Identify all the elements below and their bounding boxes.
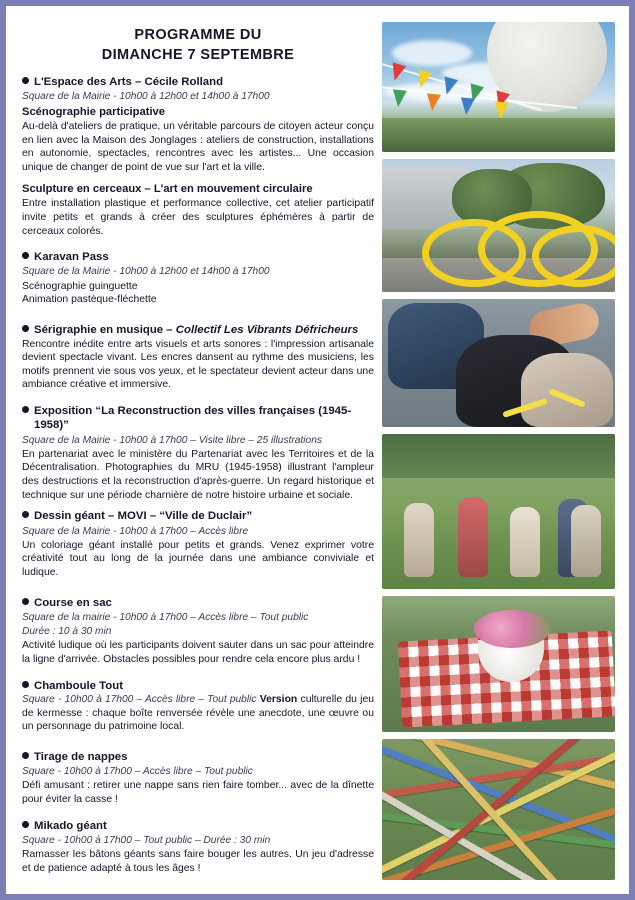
entry-title: Chamboule Tout — [34, 679, 124, 692]
entry-title: Karavan Pass — [34, 251, 109, 264]
entry-header — [22, 250, 374, 264]
entry-meta: Square - 10h00 à 17h00 – Accès libre – Tout public — [22, 766, 253, 778]
entry-body — [22, 693, 374, 734]
entry-body: Activité ludique où les participants doivent sauter dans un sac pour atteindre la ligne d'arrivée. Obstacles possibles pour rendre cela encore plus ardu ! — [22, 640, 374, 666]
program-entry — [22, 596, 374, 667]
bullet-icon — [22, 511, 29, 518]
bullet-icon — [22, 406, 29, 413]
entry-meta: Square de la Mairie - 10h00 à 17h00 – Visite libre – 25 illustrations — [22, 434, 322, 446]
entry-header — [22, 750, 374, 764]
entry-meta: Square de la Mairie - 10h00 à 12h00 et 14h00 à 17h00 — [22, 266, 270, 278]
entry-meta-emphasis: Version — [259, 693, 298, 705]
entry-line-1: Scénographie guinguette — [22, 280, 138, 292]
program-entry — [22, 509, 374, 579]
bullet-icon — [22, 252, 29, 259]
entry-meta: Square de la mairie - 10h00 à 17h00 – Accès libre – Tout public — [22, 611, 309, 623]
photo-giant-mikado — [382, 739, 615, 880]
program-entry — [22, 819, 374, 876]
entry-title: Mikado géant — [34, 819, 107, 832]
entry-header — [22, 596, 374, 610]
program-column — [22, 20, 374, 880]
bullet-icon — [22, 325, 29, 332]
entry-subtitle: Scénographie participative — [22, 105, 165, 118]
photo-column — [382, 20, 615, 880]
entry-title: Tirage de nappes — [34, 750, 128, 763]
entry-title-italic: Collectif Les Vibrants Défricheurs — [175, 324, 359, 337]
poster-inner — [12, 12, 623, 888]
program-entry — [22, 182, 374, 238]
entry-body-text: culturelle du jeu de kermesse : chaque boîte renversée révèle une anecdote, une œuvre ou un personnage du patrimoine local. — [22, 693, 375, 733]
entry-body: Défi amusant : retirer une nappe sans rien faire tomber... avec de la dînette pour éviter la casse ! — [22, 780, 374, 805]
bullet-icon — [22, 598, 29, 605]
entry-header — [22, 75, 374, 89]
entry-line-2: Animation pastèque-fléchette — [22, 294, 157, 306]
photo-picnic-cloth — [382, 596, 615, 732]
entry-meta: Square - 10h00 à 17h00 – Accès libre – Tout public — [22, 693, 257, 705]
entry-body: Rencontre inédite entre arts visuels et arts sonores : l'impression artisanale devient spectacle vivant. Les encres dansent au rythme des musiciens, les motifs prennent vie sous vos yeux, et le spectateur devient acteur dans une ambiance créative et immersive. — [22, 338, 374, 391]
entry-body: Ramasser les bâtons géants sans faire bouger les autres. Un jeu d'adresse et de patience adapté à tous les âges ! — [22, 849, 374, 874]
program-entry — [22, 679, 374, 734]
entry-title — [34, 323, 358, 337]
photo-sack-race — [382, 434, 615, 589]
entry-header — [22, 679, 374, 693]
program-entry — [22, 250, 374, 307]
entry-title: Exposition “La Reconstruction des villes françaises (1945-1958)” — [34, 405, 352, 432]
entry-title: Sculpture en cerceaux – L'art en mouvement circulaire — [22, 182, 313, 195]
entry-meta-duration: Durée : 10 à 30 min — [22, 626, 112, 638]
entry-header — [22, 509, 374, 523]
entry-title: Dessin géant – MOVI – “Ville de Duclair” — [34, 510, 253, 523]
entry-meta: Square de la Mairie - 10h00 à 12h00 et 14h00 à 17h00 — [22, 91, 270, 103]
title-line-1: PROGRAMME DU — [134, 27, 262, 43]
page-title — [22, 26, 374, 65]
entry-header — [22, 404, 374, 433]
bullet-icon — [22, 77, 29, 84]
program-entry — [22, 750, 374, 807]
bullet-icon — [22, 821, 29, 828]
program-entry — [22, 404, 374, 502]
program-entry — [22, 323, 374, 392]
bullet-icon — [22, 681, 29, 688]
entry-header — [22, 819, 374, 833]
photo-children-drawing — [382, 299, 615, 427]
entry-body: En partenariat avec le ministère du Partenariat avec les Territoires et de la Décentralisation. Photographies du MRU (1945-1958) illustrant l'ampleur des destructions et la reconstruction d'après-guerre. Un regard historique et technique sur une période charnière de notre histoire urbaine et sociale. — [22, 448, 374, 501]
entry-title-plain: Sérigraphie en musique – — [34, 324, 176, 337]
entry-meta: Square de la Mairie - 10h00 à 17h00 – Accès libre — [22, 525, 249, 537]
title-line-2: DIMANCHE 7 SEPTEMBRE — [101, 46, 295, 63]
photo-hoop-sculpture — [382, 159, 615, 293]
entry-meta: Square - 10h00 à 17h00 – Tout public – Durée : 30 min — [22, 834, 271, 846]
entry-body: Entre installation plastique et performance collective, cet atelier participatif invite petits et grands à créer des sculptures éphémères à partir de cerceaux colorés. — [22, 198, 374, 237]
entry-body: Un coloriage géant installé pour petits et grands. Venez exprimer votre créativité tout au long de la journée dans une ambiance conviviale et ludique. — [22, 539, 374, 579]
entry-header — [22, 323, 374, 337]
entry-title: Course en sac — [34, 596, 112, 609]
entry-title: L'Espace des Arts – Cécile Rolland — [34, 76, 224, 89]
bullet-icon — [22, 752, 29, 759]
entry-body: Au-delà d'ateliers de pratique, un véritable parcours de citoyen acteur conçu en lien avec la Maison des Jonglages : ateliers de construction, installations en autonomie, spectacles, rencontres avec les artistes... Une occasion unique de changer de point de vue sur l'art et la ville. — [22, 121, 374, 174]
photo-panda-bunting — [382, 22, 615, 152]
program-entry — [22, 75, 374, 175]
